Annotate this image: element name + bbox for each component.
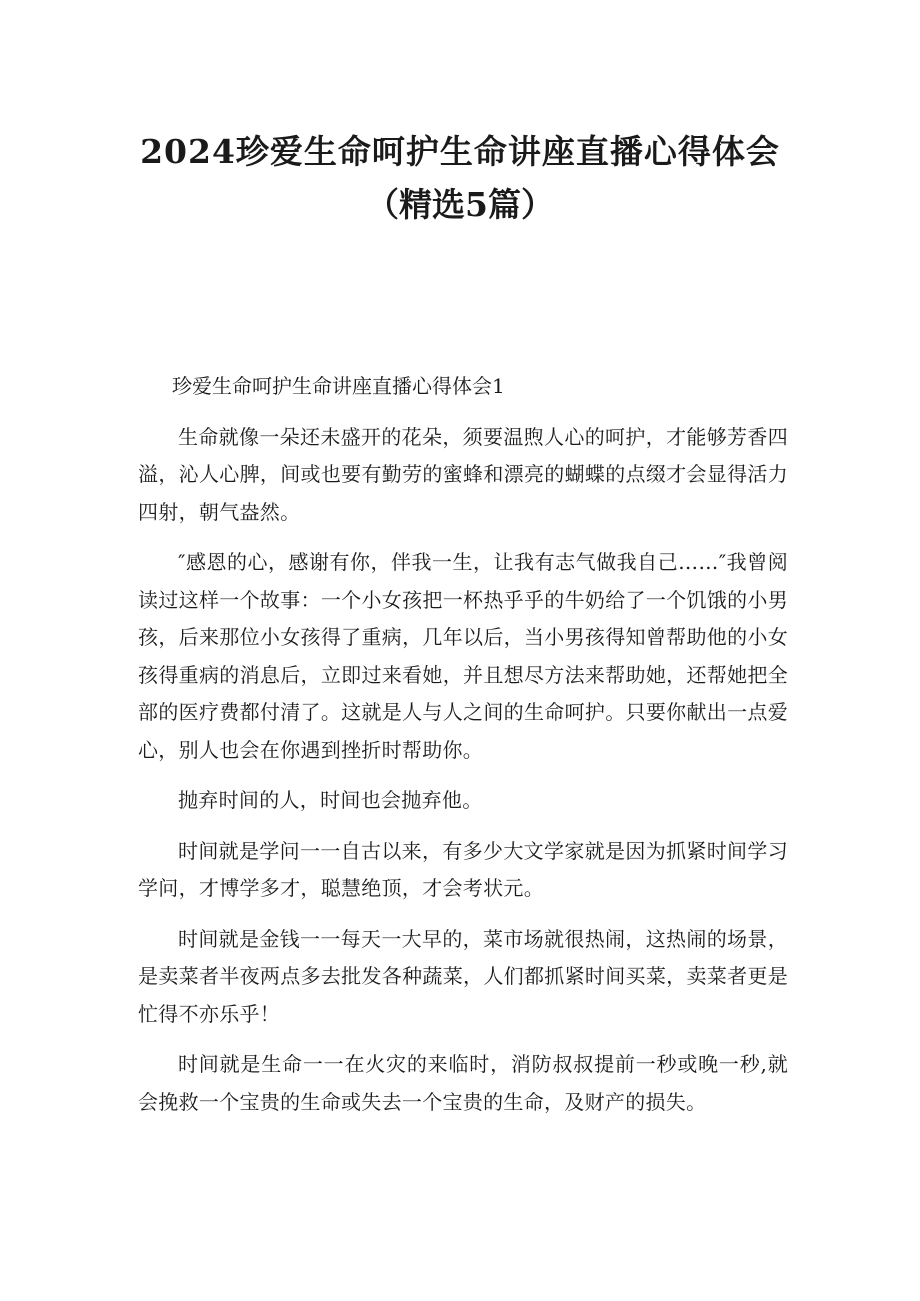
document-body: [138, 368, 788, 1134]
paragraph: 时间就是生命一一在火灾的来临时，消防叔叔提前一秒或晚一秒,就会挽救一个宝贵的生命或失去一个宝贵的生命，及财产的损失。: [138, 1052, 788, 1114]
section-heading: 珍爱生命呵护生命讲座直播心得体会1: [172, 374, 505, 398]
document-title: 2024珍爱生命呵护生命讲座直播心得体会: [140, 132, 780, 171]
paragraph: 生命就像一朵还未盛开的花朵，须要温煦人心的呵护，才能够芳香四溢，沁人心脾，间或也要有勤劳的蜜蜂和漂亮的蝴蝶的点缀才会显得活力四射，朝气盎然。: [138, 424, 788, 524]
paragraph: 时间就是学问一一自古以来，有多少大文学家就是因为抓紧时间学习学问，才博学多才，聪慧绝顶，才会考状元。: [138, 838, 788, 900]
paragraph: ″感恩的心，感谢有你，伴我一生，让我有志气做我自己……″我曾阅读过这样一个故事：一个小女孩把一杯热乎乎的牛奶给了一个饥饿的小男孩，后来那位小女孩得了重病，几年以后，当小男孩得知曾帮助他的小女孩得重病的消息后，立即过来看她，并且想尽方法来帮助她，还帮她把全部的医疗费都付清了。这就是人与人之间的生命呵护。只要你献出一点爱心，别人也会在你遇到挫折时帮助你。: [138, 550, 788, 762]
paragraph: 抛弃时间的人，时间也会抛弃他。: [178, 788, 483, 812]
document-subtitle: （精选5篇）: [366, 185, 554, 224]
paragraph: 时间就是金钱一一每天一大早的，菜市场就很热闹，这热闹的场景，是卖菜者半夜两点多去批发各种蔬菜，人们都抓紧时间买菜，卖菜者更是忙得不亦乐乎！: [138, 926, 788, 1026]
